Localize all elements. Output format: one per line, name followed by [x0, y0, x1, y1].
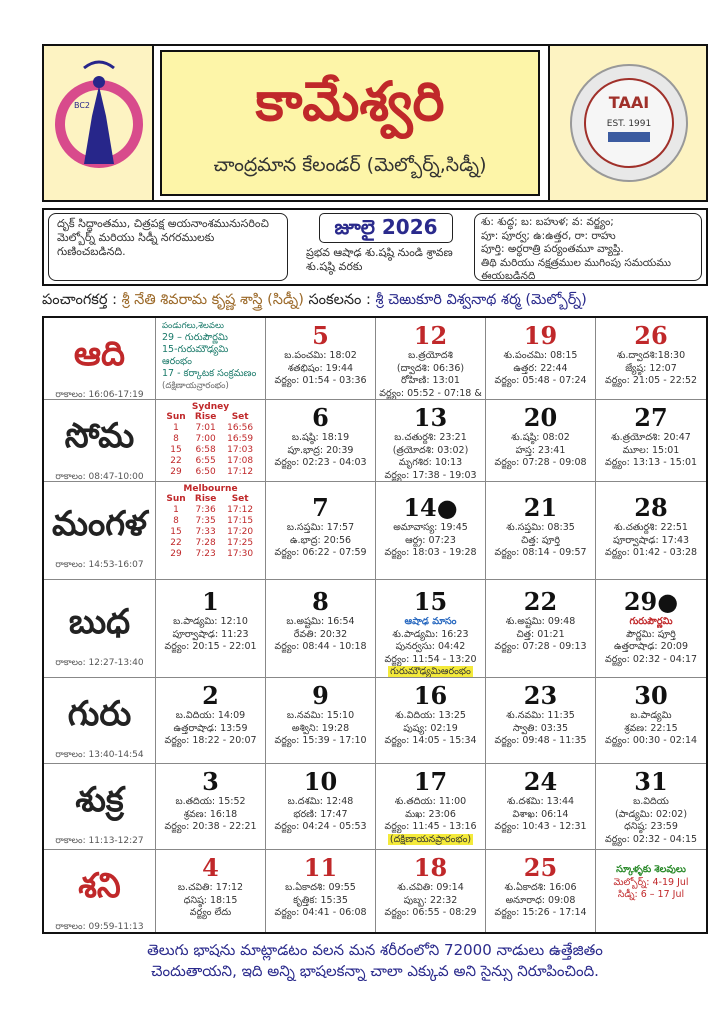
date-cell-10 — [266, 764, 376, 850]
nakshatra: మూల: 15:01 — [622, 444, 680, 456]
svg-text:TAAI: TAAI — [608, 93, 650, 112]
melbourne-sun-table — [156, 482, 266, 580]
col-header: Set — [231, 412, 249, 422]
tithi: బ.చతుర్దశి: 23:21 — [394, 432, 467, 443]
date-number: 13 — [413, 403, 448, 432]
date-cell-8 — [266, 580, 376, 678]
varjyam: వర్జ్యం: 18:22 - 20:07 — [164, 735, 257, 746]
col-header: Set — [231, 494, 249, 504]
varjyam: వర్జ్యం: 05:52 - 07:18 & — [379, 387, 482, 399]
day-cell-monday — [44, 400, 156, 482]
varjyam: వర్జ్యం: 08:14 - 09:57 — [494, 547, 587, 558]
rahukalam: రాకాలం: 14:53-16:07 — [55, 560, 144, 570]
tithi: బ.పాడ్యమి — [630, 710, 672, 721]
legend-line: పూ: పూర్వ; ఉ:ఉత్తర, రా: రాహు — [481, 229, 616, 242]
varjyam: వర్జ్యం: 15:26 - 17:14 — [494, 907, 587, 918]
date-number: 25 — [523, 853, 558, 882]
table-cell: 1 — [173, 423, 179, 433]
varjyam: వర్జ్యం: 01:42 - 03:28 — [604, 547, 698, 558]
date-number: 18 — [413, 853, 448, 882]
date-cell-28 — [596, 482, 706, 580]
tithi: శు.తదియ: 11:00 — [394, 796, 467, 807]
day-cell-friday — [44, 764, 156, 850]
credit-label: పంచాంగకర్త : — [42, 292, 122, 308]
varjyam: వర్జ్యం: 13:13 - 15:01 — [604, 457, 698, 468]
festival-note: (దక్షిణాయన్రారంభం) — [162, 381, 229, 391]
tithi: శు.ఏకాదశి: 16:06 — [504, 882, 577, 893]
date-number: 4 — [202, 853, 219, 882]
col-header: Rise — [194, 494, 217, 504]
varjyam: వర్జ్యం: 17:38 - 19:03 — [384, 469, 477, 481]
festival-item: 29 – గురుపౌర్ణమి — [162, 332, 228, 343]
date-cell-17 — [376, 764, 486, 850]
table-cell: 7:35 — [195, 516, 216, 526]
varjyam: వర్జ్యం: 21:05 - 22:52 — [604, 375, 698, 386]
taai-seal-icon — [550, 46, 708, 200]
tithi: బ.విదియ: 14:09 — [175, 710, 246, 721]
date-number: 6 — [312, 403, 329, 432]
highlight-note: గురుమౌఢ్యమిఆరంభం — [390, 666, 471, 677]
day-cell-saturday — [44, 850, 156, 932]
date-cell-12 — [376, 318, 486, 400]
nakshatra: ఉత్తర: 22:44 — [513, 362, 568, 374]
varjyam: వర్జ్యం: 20:38 - 22:21 — [164, 821, 257, 832]
table-cell: 16:56 — [227, 423, 254, 433]
date-cell-16 — [376, 678, 486, 764]
tithi: బ.త్రయోదశి — [408, 350, 453, 361]
table-cell: 16:59 — [227, 434, 254, 444]
tithi: శు.పాడ్యమి: 16:23 — [392, 628, 469, 640]
tithi-prev: (ద్వాదశి: 06:36) — [396, 362, 465, 374]
date-number: 15 — [413, 587, 448, 616]
table-cell: 8 — [173, 516, 179, 526]
compiler-name: శ్రీ చెఱుకూరి విశ్వనాథ శర్మ (మెల్బోర్న్) — [375, 292, 587, 308]
tithi: శు.షష్ఠి: 08:02 — [511, 432, 570, 443]
abbreviation-legend — [474, 213, 702, 281]
footer-line: తెలుగు భాషను మాట్లాడటం వలన మన శరీరంలోని 72000 నాడులు ఉత్తేజితం — [147, 941, 603, 959]
table-cell: 15 — [170, 445, 182, 455]
table-cell: 1 — [173, 505, 179, 515]
footer-line: చెందుతాయని, ఇది అన్ని భాషలకన్నా చాలా ఎక్కువ అని సైన్సు నిరూపించింది. — [151, 962, 599, 980]
table-cell: 17:30 — [227, 549, 254, 559]
date-cell-9 — [266, 678, 376, 764]
festivals-cell — [156, 318, 266, 400]
date-cell-2 — [156, 678, 266, 764]
table-cell: 17:12 — [227, 467, 254, 477]
varjyam: వర్జ్యం: 08:44 - 10:18 — [274, 641, 367, 652]
varjyam: వర్జ్యం: 14:05 - 15:34 — [384, 735, 477, 746]
nakshatra: కృత్తిక: 15:35 — [293, 894, 348, 906]
date-cell-21 — [486, 482, 596, 580]
rahukalam: రాకాలం: 16:06-17:19 — [55, 390, 144, 400]
date-number: 29● — [623, 587, 679, 616]
date-cell-5 — [266, 318, 376, 400]
panchangakarta-name: శ్రీ నేతి శివరామ కృష్ణ శాస్త్రి (సిడ్నీ) — [121, 292, 304, 308]
page-subtitle: చాంద్రమాన కేలండర్ (మెల్బోర్న్,సిడ్నీ) — [213, 154, 487, 176]
date-cell-14 — [376, 482, 486, 580]
date-cell-20 — [486, 400, 596, 482]
date-cell-4 — [156, 850, 266, 932]
nakshatra: ఉ.భాద్ర: 20:56 — [289, 534, 352, 546]
col-header: Sun — [166, 494, 186, 504]
date-number: 24 — [523, 767, 558, 796]
varjyam: వర్జ్యం: 02:32 - 04:17 — [604, 653, 698, 665]
varjyam: వర్జ్యం: 02:23 - 04:03 — [274, 457, 367, 468]
tithi: బ.చవితి: 17:12 — [177, 882, 244, 893]
tithi: బ.అష్టమి: 16:54 — [286, 616, 355, 627]
nakshatra: ఆర్ద్ర: 07:23 — [405, 534, 456, 546]
date-cell-11 — [266, 850, 376, 932]
date-number: 1 — [202, 587, 219, 616]
table-cell: 17:25 — [227, 538, 254, 548]
day-name: శని — [78, 866, 121, 906]
day-name: బుధ — [68, 602, 131, 642]
day-cell-sunday — [44, 318, 156, 400]
varjyam: వర్జ్యం: 06:55 - 08:29 — [384, 907, 477, 918]
nakshatra: చిత్త: పూర్తి — [521, 534, 560, 546]
nakshatra: చిత్త: 01:21 — [516, 628, 565, 640]
legend-line: తిథి మరియు నక్షత్రముల ముగింపు సమయము ఈయబడినది — [481, 256, 672, 282]
nakshatra: భరణి: 17:47 — [293, 808, 348, 820]
date-number: 10 — [303, 767, 338, 796]
date-cell-3 — [156, 764, 266, 850]
date-cell-24 — [486, 764, 596, 850]
varjyam: వర్జ్యం: 01:54 - 03:36 — [274, 375, 367, 386]
nakshatra: మఖ: 23:06 — [405, 808, 456, 820]
date-cell-23 — [486, 678, 596, 764]
date-cell-6 — [266, 400, 376, 482]
day-name: మంగళ — [52, 504, 147, 544]
table-cell: 7:28 — [195, 538, 216, 548]
nakshatra: ఉత్తరాషాఢ: 20:09 — [613, 641, 688, 652]
varjyam: వర్జ్యం: 07:28 - 09:13 — [494, 641, 587, 652]
festival-item: 15-గురుమౌఢ్యమి ఆరంభం — [162, 344, 229, 367]
credit-label: సంకలనం : — [303, 292, 376, 308]
date-number: 31 — [634, 767, 668, 796]
nakshatra: పునర్వసు: 04:42 — [395, 641, 466, 652]
varjyam: వర్జ్యం: 04:41 - 06:08 — [274, 907, 367, 918]
varjyam: వర్జ్యం: 06:22 - 07:59 — [274, 547, 367, 558]
date-number: 19 — [523, 321, 558, 350]
date-cell-15 — [376, 580, 486, 678]
table-cell: 7:33 — [195, 527, 216, 537]
rahukalam: రాకాలం: 08:47-10:00 — [55, 472, 144, 482]
tithi: శు.త్రయోదశి: 20:47 — [611, 432, 691, 443]
footer-note — [42, 940, 708, 982]
varjyam: వర్జ్యం: 02:32 - 04:15 — [604, 833, 698, 845]
sun-times-table — [162, 494, 259, 560]
date-cell-22 — [486, 580, 596, 678]
tithi: శు.చవితి: 09:14 — [397, 882, 464, 893]
table-cell: 22 — [170, 456, 182, 466]
nakshatra: పూ.భాద్ర: 20:39 — [287, 444, 354, 456]
day-name: శుక్ర — [75, 780, 124, 820]
tithi-prev: (పాడ్యమి: 02:02) — [614, 808, 688, 820]
nakshatra: హస్త: 23:41 — [515, 444, 566, 456]
date-cell-7 — [266, 482, 376, 580]
nakshatra: పూర్వాషాఢ: 17:43 — [612, 534, 690, 546]
tithi: శు.సప్తమి: 08:35 — [506, 522, 575, 533]
table-cell: 7:00 — [195, 434, 216, 444]
credits-line — [42, 292, 714, 312]
day-cell-wednesday — [44, 580, 156, 678]
tithi: శు.చతుర్దశి: 22:51 — [614, 522, 688, 533]
day-cell-thursday — [44, 678, 156, 764]
date-number: 20 — [523, 403, 558, 432]
nakshatra: పుబ్బ: 22:32 — [403, 894, 458, 906]
svg-text:EST. 1991: EST. 1991 — [606, 119, 652, 129]
nakshatra: రేవతి: 20:32 — [293, 628, 348, 640]
table-cell: 29 — [170, 549, 182, 559]
day-name: సోమ — [64, 416, 135, 456]
nakshatra: రోహిణి: 13:01 — [401, 375, 460, 386]
date-number: 14● — [403, 493, 458, 522]
date-number: 11 — [303, 853, 338, 882]
date-number: 16 — [413, 681, 448, 710]
day-cell-tuesday — [44, 482, 156, 580]
tithi: అమావాస్య: 19:45 — [393, 522, 468, 533]
highlight-note: (దక్షిణాయనప్రారంభం) — [389, 833, 472, 845]
date-number: 21 — [523, 493, 558, 522]
date-cell-13 — [376, 400, 486, 482]
nakshatra: స్వాతి: 03:35 — [512, 722, 569, 734]
table-cell: 7:36 — [195, 505, 216, 515]
date-cell-1 — [156, 580, 266, 678]
date-cell-19 — [486, 318, 596, 400]
day-name: గురు — [67, 694, 132, 734]
table-cell: 6:58 — [195, 445, 216, 455]
page-title: కామేశ్వరి — [255, 70, 445, 133]
table-title: Sydney — [191, 402, 230, 412]
date-number: 30 — [634, 681, 668, 710]
right-logo — [548, 46, 706, 200]
nakshatra: పూర్వాషాఢ: 11:23 — [172, 628, 249, 640]
nakshatra: శతభిషం: 19:44 — [287, 362, 354, 374]
date-number: 2 — [202, 681, 219, 710]
festival-title: పండుగలు,శెలవలు — [162, 321, 224, 331]
table-cell: 8 — [173, 434, 179, 444]
date-number: 8 — [312, 587, 329, 616]
month-note: ఆషాఢ మాసం — [404, 616, 457, 627]
month-block — [306, 213, 466, 281]
table-cell: 6:55 — [195, 456, 216, 466]
tithi: పౌర్ణమి: పూర్తి — [626, 628, 676, 640]
tithi: బ.షష్ఠి: 18:19 — [291, 432, 350, 443]
nakshatra: అశ్విని: 19:28 — [291, 722, 350, 734]
holidays-melbourne: మెల్బోర్న్: 4-19 Jul — [613, 876, 689, 888]
sun-times-table — [162, 412, 259, 478]
varjyam: వర్జ్యం: 18:03 - 19:28 — [384, 547, 477, 558]
tithi: బ.తదియ: 15:52 — [175, 796, 246, 807]
varjyam: వర్జ్యం: 09:48 - 11:35 — [494, 735, 587, 746]
tithi: శు.విదియ: 13:25 — [395, 710, 466, 721]
rahukalam: రాకాలం: 12:27-13:40 — [55, 658, 144, 668]
logo-left-text: BC2 — [74, 101, 91, 110]
date-cell-31 — [596, 764, 706, 850]
rahukalam: రాకాలం: 13:40-14:54 — [55, 750, 144, 760]
date-number: 26 — [634, 321, 668, 350]
title-box — [160, 50, 540, 196]
table-cell: 7:23 — [195, 549, 216, 559]
tithi: బ.ఏకాదశి: 09:55 — [285, 882, 356, 893]
nakshatra: జ్యేష్ఠ: 12:07 — [625, 362, 677, 374]
calculation-note: దృక్ సిద్ధాంతము, చిత్రపక్ష అయనాంశమునుసరించి మెల్బోర్న్ మరియు సిడ్నీ నగరములకు గుణించబడినది. — [48, 213, 288, 281]
nakshatra: విశాఖ: 06:14 — [512, 808, 569, 820]
date-number: 9 — [312, 681, 329, 710]
nakshatra: పుష్య: 02:19 — [403, 722, 458, 734]
day-name: ఆది — [73, 334, 126, 374]
tithi: శు.పంచమి: 08:15 — [503, 350, 578, 361]
nakshatra: అనూరాధ: 09:08 — [505, 894, 576, 906]
varjyam: వర్జ్యం లేదు — [189, 907, 232, 918]
date-cell-30 — [596, 678, 706, 764]
varjyam: వర్జ్యం: 15:39 - 17:10 — [274, 735, 367, 746]
nakshatra: మృగశిర: 10:13 — [398, 457, 463, 468]
varjyam: వర్జ్యం: 07:28 - 09:08 — [494, 457, 587, 468]
date-number: 5 — [312, 321, 329, 350]
table-cell: 17:15 — [227, 516, 254, 526]
festival-list — [156, 318, 265, 394]
varjyam: వర్జ్యం: 11:54 - 13:20 — [384, 653, 477, 665]
table-cell: 17:03 — [227, 445, 254, 455]
tithi: బ.సప్తమి: 17:57 — [286, 522, 355, 533]
nakshatra: ఉత్తరాషాఢ: 13:59 — [173, 722, 248, 734]
date-cell-29 — [596, 580, 706, 678]
varjyam: వర్జ్యం: 10:43 - 12:31 — [494, 821, 587, 832]
dancer-logo-icon — [44, 46, 154, 200]
date-number: 22 — [523, 587, 558, 616]
date-cell-18 — [376, 850, 486, 932]
varjyam: వర్జ్యం: 20:15 - 22:01 — [164, 641, 257, 652]
table-cell: 22 — [170, 538, 182, 548]
date-number: 23 — [523, 681, 558, 710]
date-number: 28 — [634, 493, 668, 522]
rahukalam: రాకాలం: 11:13-12:27 — [55, 836, 144, 846]
date-cell-25 — [486, 850, 596, 932]
table-cell: 6:50 — [195, 467, 216, 477]
date-number: 12 — [413, 321, 448, 350]
table-cell: 29 — [170, 467, 182, 477]
table-cell: 17:20 — [227, 527, 254, 537]
table-title: Melbourne — [183, 484, 238, 494]
tithi: బ.పంచమి: 18:02 — [284, 350, 357, 361]
holidays-sydney: సిడ్నీ: 6 – 17 Jul — [617, 889, 685, 900]
festival-item: 17 - కర్కాటక సంక్రమణం — [162, 368, 257, 379]
tithi: బ.పాడ్యమి: 12:10 — [173, 616, 248, 627]
date-number: 17 — [413, 767, 448, 796]
varjyam: వర్జ్యం: 05:48 - 07:24 — [494, 375, 587, 386]
col-header: Sun — [166, 412, 186, 422]
table-cell: 17:08 — [227, 456, 254, 466]
nakshatra: ధనిష్ఠ: 23:59 — [624, 821, 678, 832]
legend-line: శు: శుద్ధ; బ: బహుళ; వ: వర్జ్యం; — [481, 216, 614, 228]
tithi: బ.నవమి: 15:10 — [286, 710, 355, 721]
nakshatra: శ్రవణ: 22:15 — [624, 722, 678, 734]
date-number: 7 — [312, 493, 329, 522]
left-logo — [44, 46, 154, 200]
varjyam: వర్జ్యం: 00:30 - 02:14 — [604, 735, 698, 746]
tithi: శు.ద్వాదశి:18:30 — [616, 350, 686, 361]
tithi: బ.విదియ — [633, 796, 669, 807]
nakshatra: శ్రవణ: 16:18 — [183, 808, 238, 820]
table-cell: 17:12 — [227, 505, 254, 515]
tithi: శు.అష్టమి: 09:48 — [505, 616, 576, 627]
date-cell-26 — [596, 318, 706, 400]
school-holidays-cell — [596, 850, 706, 932]
varjyam: వర్జ్యం: 11:45 - 13:16 — [384, 821, 477, 832]
month-label: జూలై 2026 — [319, 213, 453, 243]
date-cell-27 — [596, 400, 706, 482]
tithi: బ.దశమి: 12:48 — [287, 796, 354, 807]
holidays-title: స్కూళ్ళకు శెలవులు — [616, 864, 686, 875]
nakshatra: ధనిష్ఠ: 18:15 — [183, 894, 238, 906]
sydney-sun-table — [156, 400, 266, 482]
date-number: 27 — [634, 403, 668, 432]
tithi: శు.దశమి: 13:44 — [506, 796, 575, 807]
legend-line: పూర్తి: అర్ధరాత్రి పర్యంతమూ వ్యాప్తి. — [481, 243, 624, 255]
varjyam: వర్జ్యం: 04:24 - 05:53 — [274, 821, 367, 832]
date-number: 3 — [202, 767, 219, 796]
col-header: Rise — [194, 412, 217, 422]
rahukalam: రాకాలం: 09:59-11:13 — [55, 922, 144, 932]
month-range: ప్రభవ ఆషాఢ శు.షష్ఠి నుండి శ్రావణ శు.షష్ఠి వరకు — [306, 246, 453, 273]
festival-note: గురుపౌర్ణమి — [629, 616, 673, 627]
tithi: శు.నవమి: 11:35 — [506, 710, 575, 721]
table-cell: 7:01 — [195, 423, 216, 433]
tithi-prev: (త్రయోదశి: 03:02) — [392, 444, 469, 456]
table-cell: 15 — [170, 527, 182, 537]
